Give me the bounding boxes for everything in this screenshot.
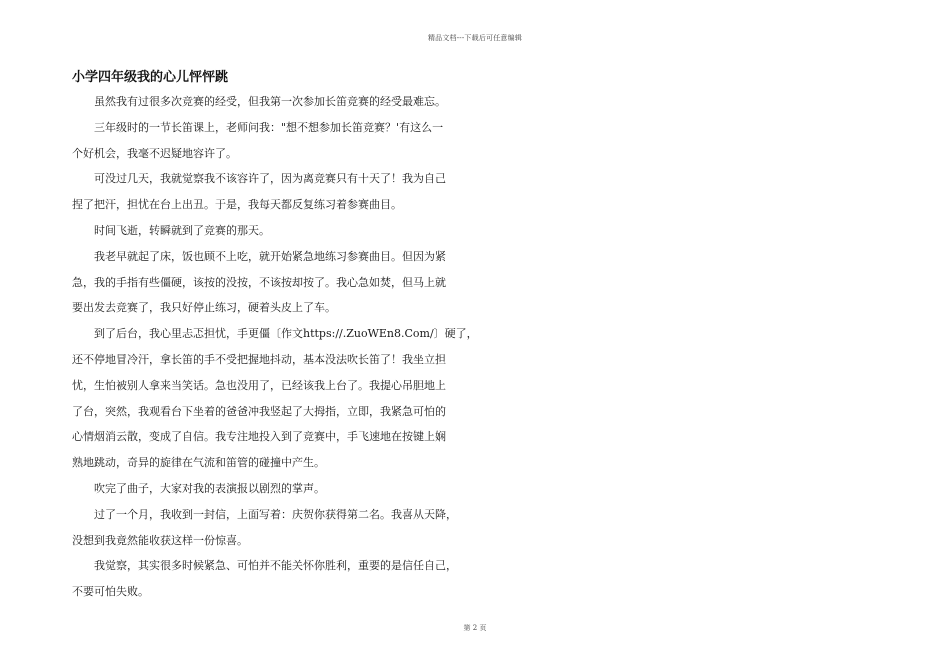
text-line: 还不停地冒冷汗，拿长笛的手不受把握地抖动，基本没法吹长笛了！我坐立担 (72, 352, 446, 366)
page-header: 精品文档---下载后可任意编辑 (427, 34, 523, 42)
text-line: 熟地跳动，奇异的旋律在气流和笛管的碰撞中产生。 (72, 456, 325, 470)
text-line: 到了后台，我心里忐忑担忧，手更僵〔作文https://.ZuoWEn8.Com/〕硬了， (94, 327, 478, 341)
text-line: 捏了把汗，担忧在台上出丑。于是，我每天都反复练习着参赛曲目。 (72, 198, 402, 212)
text-line: 个好机会，我毫不迟疑地容许了。 (72, 146, 237, 160)
text-line: 三年级时的一节长笛课上，老师问我："想不想参加长笛竞赛？'有这么一 (94, 120, 444, 134)
text-line: 时间飞逝，转瞬就到了竞赛的那天。 (94, 223, 270, 237)
text-line: 我觉察，其实很多时候紧急、可怕并不能关怀你胜利，重要的是信任自己， (94, 559, 457, 573)
text-line: 虽然我有过很多次竞赛的经受，但我第一次参加长笛竞赛的经受最难忘。 (94, 95, 446, 108)
text-line: 心情烟消云散，变成了自信。我专注地投入到了竞赛中，手飞速地在按键上娴 (72, 430, 446, 444)
text-line: 不要可怕失败。 (72, 585, 149, 599)
text-line: 了台，突然，我观看台下坐着的爸爸冲我竖起了大拇指，立即，我紧急可怕的 (72, 404, 446, 418)
text-line: 要出发去竞赛了，我只好停止练习，硬着头皮上了车。 (72, 301, 336, 315)
text-line: 忧，生怕被别人拿来当笑话。急也没用了，已经该我上台了。我提心吊胆地上 (72, 378, 446, 392)
page-number: 第 2 页 (463, 624, 487, 632)
text-line: 过了一个月，我收到一封信，上面写着：庆贺你获得第二名。我喜从天降， (94, 507, 457, 521)
text-line: 吹完了曲子，大家对我的表演报以剧烈的掌声。 (94, 481, 325, 495)
document-title: 小学四年级我的心儿怦怦跳 (72, 70, 229, 85)
text-line: 我老早就起了床，饭也顾不上吃，就开始紧急地练习参赛曲目。但因为紧 (94, 249, 446, 263)
text-line: 可没过几天，我就觉察我不该容许了，因为离竞赛只有十天了！我为自己 (94, 172, 446, 186)
text-line: 没想到我竟然能收获这样一份惊喜。 (72, 533, 248, 547)
document-body (72, 89, 478, 605)
text-line: 急，我的手指有些僵硬，该按的没按，不该按却按了。我心急如焚，但马上就 (72, 275, 446, 289)
